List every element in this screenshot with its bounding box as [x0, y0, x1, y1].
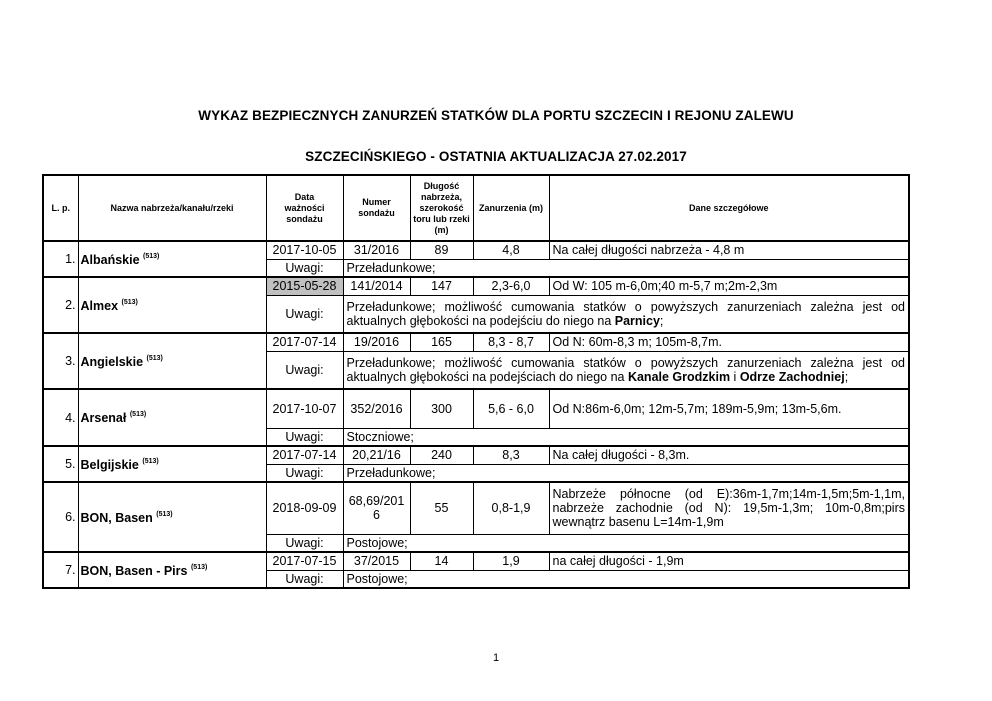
row-number: 68,69/2016: [343, 482, 410, 534]
row-draft: 4,8: [473, 241, 549, 259]
header-date: Data ważności sondażu: [266, 175, 343, 241]
row-name: Angielskie $^{(513)}$: [78, 333, 266, 389]
row-length: 147: [410, 277, 473, 295]
row-draft: 8,3 - 8,7: [473, 333, 549, 351]
row-remarks: Postojowe;: [343, 534, 909, 552]
table-row: [43, 389, 909, 428]
row-details: Na całej długości nabrzeża - 4,8 m: [549, 241, 909, 259]
header-lp: L. p.: [43, 175, 78, 241]
row-name: Almex $^{(513)}$: [78, 277, 266, 333]
row-lp: 3.: [43, 333, 78, 389]
row-date-expired: 2015-05-28: [266, 277, 343, 295]
row-length: 55: [410, 482, 473, 534]
remarks-label: Uwagi:: [266, 534, 343, 552]
row-remarks: Przeładunkowe;: [343, 259, 909, 277]
remarks-label: Uwagi:: [266, 295, 343, 333]
row-name: Belgijskie $^{(513)}$: [78, 446, 266, 482]
page-number: 1: [492, 652, 500, 664]
row-draft: 1,9: [473, 552, 549, 570]
remarks-label: Uwagi:: [266, 464, 343, 482]
row-details: Od N: 60m-8,3 m; 105m-8,7m.: [549, 333, 909, 351]
table-row: [43, 482, 909, 534]
row-lp: 5.: [43, 446, 78, 482]
row-date: 2017-10-05: [266, 241, 343, 259]
row-details: na całej długości - 1,9m: [549, 552, 909, 570]
row-remarks: Przeładunkowe;: [343, 464, 909, 482]
row-draft: 5,6 - 6,0: [473, 389, 549, 428]
table-row: [43, 333, 909, 351]
row-date: 2017-07-14: [266, 446, 343, 464]
row-remarks: Stoczniowe;: [343, 428, 909, 446]
table-row: [43, 446, 909, 464]
row-draft: 8,3: [473, 446, 549, 464]
header-length: Długość nabrzeża, szerokość toru lub rzeki (m): [410, 175, 473, 241]
row-date: 2017-07-14: [266, 333, 343, 351]
header-draft: Zanurzenia (m): [473, 175, 549, 241]
row-lp: 6.: [43, 482, 78, 552]
row-draft: 0,8-1,9: [473, 482, 549, 534]
table-row: [43, 241, 909, 259]
row-remarks: Postojowe;: [343, 570, 909, 588]
row-length: 165: [410, 333, 473, 351]
remarks-label: Uwagi:: [266, 259, 343, 277]
row-number: 37/2015: [343, 552, 410, 570]
row-name: Arsenał $^{(513)}$: [78, 389, 266, 446]
document-title-line-1: WYKAZ BEZPIECZNYCH ZANURZEŃ STATKÓW DLA PORTU SZCZECIN I REJONU ZALEWU: [198, 108, 794, 123]
row-length: 14: [410, 552, 473, 570]
row-name: Albańskie $^{(513)}$: [78, 241, 266, 277]
row-number: 31/2016: [343, 241, 410, 259]
remarks-label: Uwagi:: [266, 570, 343, 588]
row-name: BON, Basen $^{(513)}$: [78, 482, 266, 552]
row-number: 20,21/16: [343, 446, 410, 464]
row-length: 89: [410, 241, 473, 259]
row-details: Nabrzeże północne (od E):36m-1,7m;14m-1,5m;5m-1,1m, nabrzeże zachodnie (od N): 19,5m-1,3m; 10m-0,8m;pirs wewnątrz basenu L=14m-1,9m: [549, 482, 909, 534]
row-date: 2017-07-15: [266, 552, 343, 570]
row-remarks: Przeładunkowe; możliwość cumowania statków o powyższych zanurzeniach zależna jest od aktualnych głębokości na podejściu do niego na Parnicy;: [343, 295, 909, 333]
row-details: Na całej długości - 8,3m.: [549, 446, 909, 464]
table-row: [43, 552, 909, 570]
remarks-label: Uwagi:: [266, 428, 343, 446]
row-lp: 1.: [43, 241, 78, 277]
row-draft: 2,3-6,0: [473, 277, 549, 295]
table-row: [43, 277, 909, 295]
row-lp: 4.: [43, 389, 78, 446]
row-name: BON, Basen - Pirs $^{(513)}$: [78, 552, 266, 588]
header-details: Dane szczegółowe: [549, 175, 909, 241]
row-length: 240: [410, 446, 473, 464]
row-date: 2017-10-07: [266, 389, 343, 428]
draft-table: [42, 174, 910, 589]
header-number: Numer sondażu: [343, 175, 410, 241]
row-details: Od N:86m-6,0m; 12m-5,7m; 189m-5,9m; 13m-5,6m.: [549, 389, 909, 428]
row-date: 2018-09-09: [266, 482, 343, 534]
row-number: 19/2016: [343, 333, 410, 351]
row-number: 352/2016: [343, 389, 410, 428]
row-details: Od W: 105 m-6,0m;40 m-5,7 m;2m-2,3m: [549, 277, 909, 295]
row-remarks: Przeładunkowe; możliwość cumowania statków o powyższych zanurzeniach zależna jest od aktualnych głębokości na podejściach do niego na Kanale Grodzkim i Odrze Zachodniej;: [343, 351, 909, 389]
row-length: 300: [410, 389, 473, 428]
document-title-line-2: SZCZECIŃSKIEGO - OSTATNIA AKTUALIZACJA 27.02.2017: [305, 149, 687, 164]
remarks-label: Uwagi:: [266, 351, 343, 389]
row-number: 141/2014: [343, 277, 410, 295]
header-name: Nazwa nabrzeża/kanału/rzeki: [78, 175, 266, 241]
row-lp: 2.: [43, 277, 78, 333]
row-lp: 7.: [43, 552, 78, 588]
